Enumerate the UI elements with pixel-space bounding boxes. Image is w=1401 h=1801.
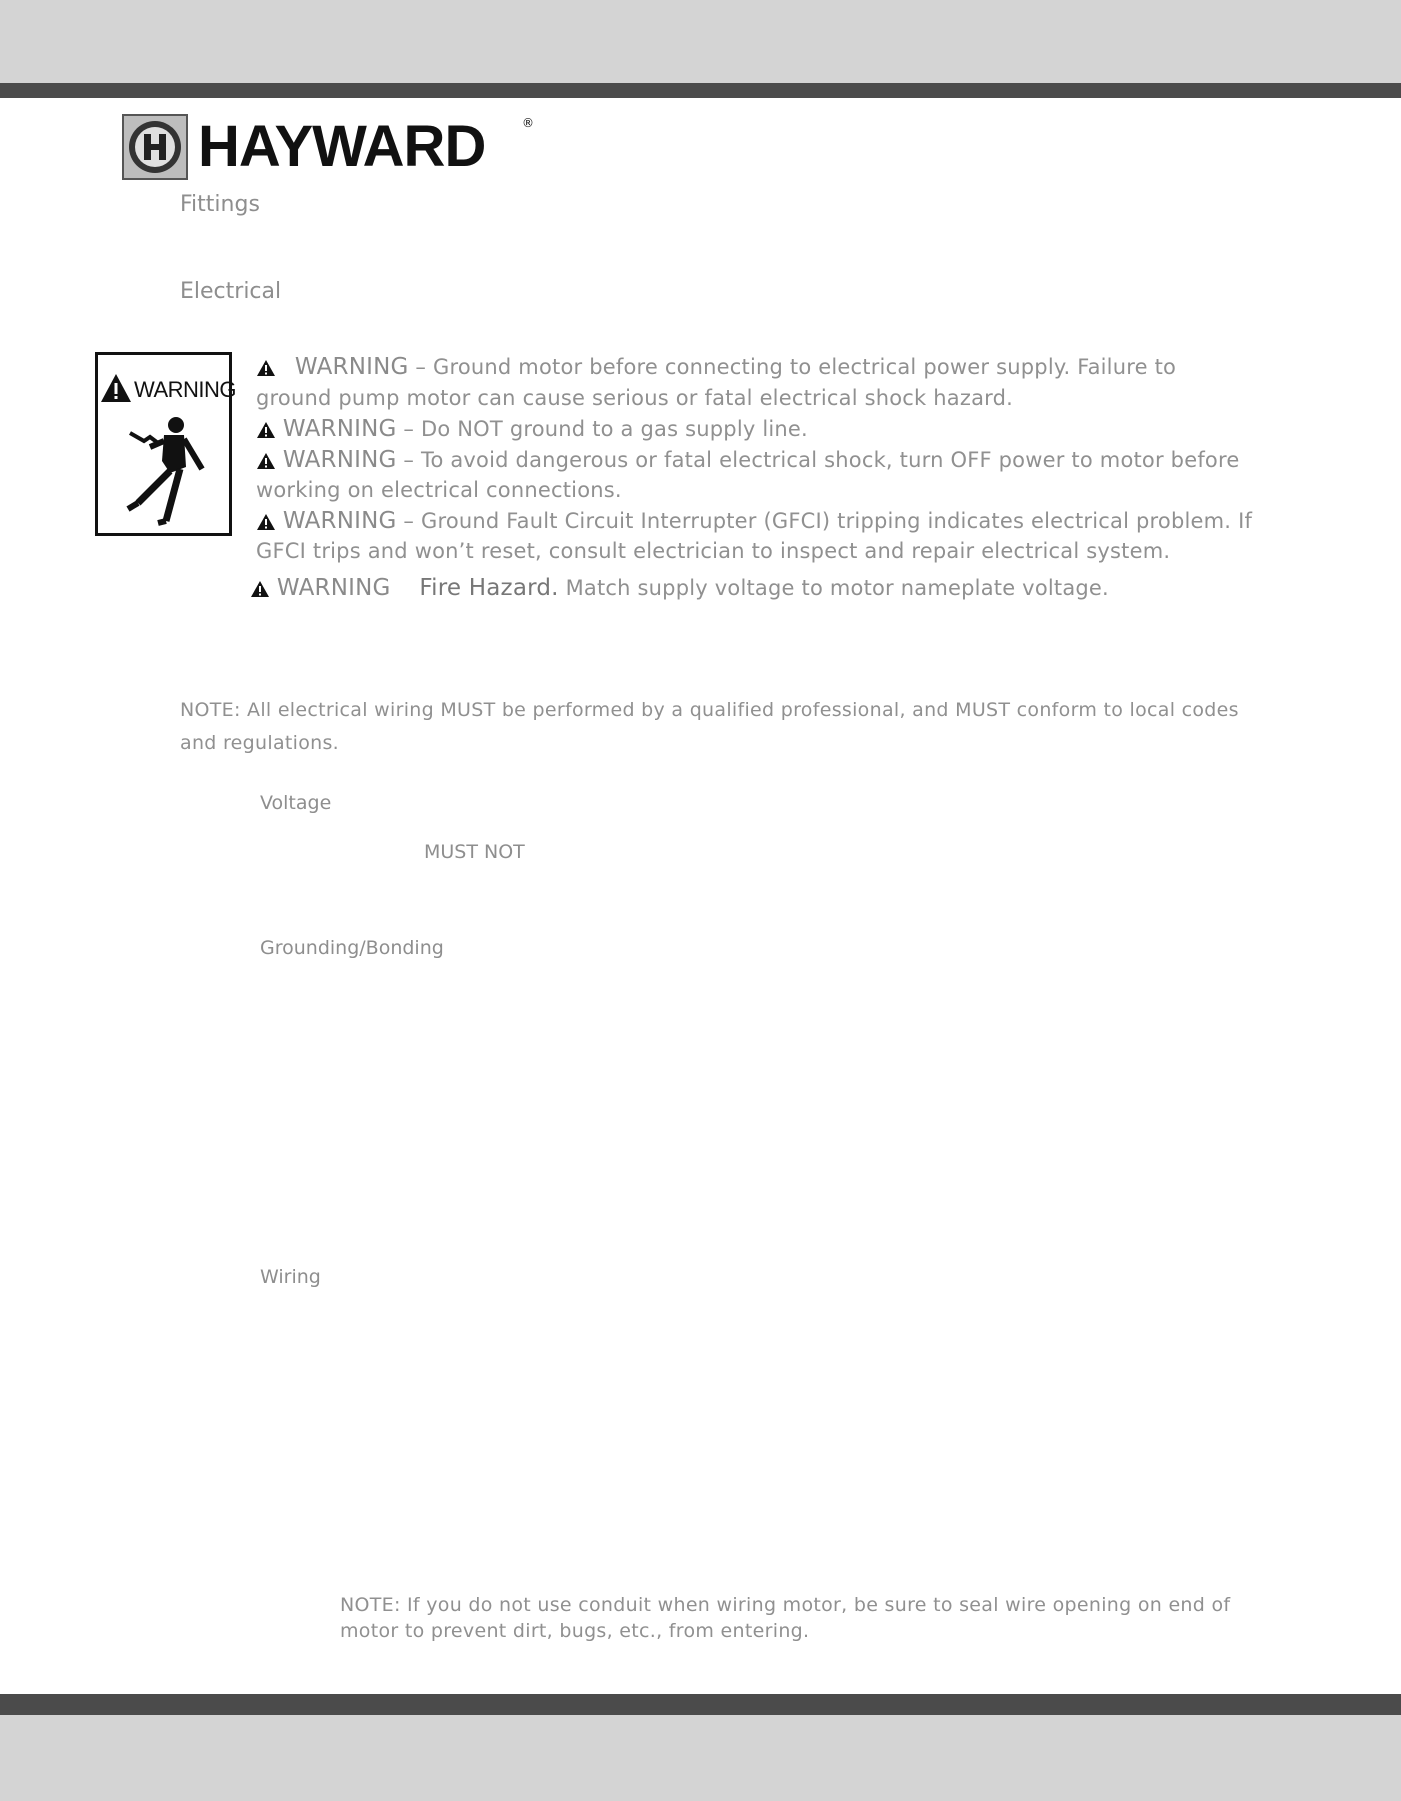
warning-line-2 <box>256 386 1013 410</box>
registered-mark: ® <box>522 116 534 130</box>
warning-triangle-icon <box>256 452 276 470</box>
bottom-note-line-1: NOTE: If you do not use conduit when wiring motor, be sure to seal wire opening on end of <box>340 1594 1231 1616</box>
warning-label: WARNING <box>294 354 409 380</box>
warning-text: – Ground Fault Circuit Interrupter (GFCI) tripping indicates electrical problem. If <box>403 509 1253 533</box>
warning-label: WARNING <box>282 508 397 534</box>
warning-line-5 <box>256 478 622 502</box>
warning-triangle-icon <box>250 580 270 598</box>
fire-hazard-text: Fire Hazard. <box>419 575 559 601</box>
warning-text: Match supply voltage to motor nameplate voltage. <box>565 576 1109 600</box>
warning-text: – To avoid dangerous or fatal electrical shock, turn OFF power to motor before <box>403 448 1240 472</box>
subheading-grounding: Grounding/Bonding <box>260 937 444 959</box>
warning-text: – Ground motor before connecting to electrical power supply. Failure to <box>415 355 1177 379</box>
warning-sign-label: WARNING <box>134 377 237 402</box>
warning-triangle-icon <box>100 373 132 403</box>
header-band <box>0 0 1401 83</box>
subheading-wiring: Wiring <box>260 1266 321 1288</box>
warning-label: WARNING <box>282 416 397 442</box>
warning-label: WARNING <box>276 575 391 601</box>
warning-line-8 <box>250 575 1109 601</box>
warning-triangle-icon <box>256 359 276 377</box>
subheading-voltage: Voltage <box>260 792 332 814</box>
warning-triangle-icon <box>256 421 276 439</box>
warning-line-1 <box>256 354 1176 380</box>
note-line-2: and regulations. <box>180 732 340 754</box>
warning-line-4 <box>256 447 1239 473</box>
warning-text: working on electrical connections. <box>256 478 622 502</box>
section-heading-fittings: Fittings <box>180 192 260 217</box>
warning-line-6 <box>256 508 1252 534</box>
warning-triangle-icon <box>256 513 276 531</box>
electric-shock-icon <box>110 413 220 528</box>
warning-line-3 <box>256 416 808 442</box>
footer-band <box>0 1715 1401 1801</box>
warning-label: WARNING <box>282 447 397 473</box>
warning-text: ground pump motor can cause serious or fatal electrical shock hazard. <box>256 386 1014 410</box>
hayward-logo <box>122 112 542 182</box>
logo-wordmark: HAYWARD <box>198 114 486 179</box>
warning-sign <box>95 352 237 536</box>
bottom-note-line-2: motor to prevent dirt, bugs, etc., from entering. <box>340 1620 810 1642</box>
hayward-h-emblem-icon <box>122 114 188 180</box>
must-not-text: MUST NOT <box>424 841 525 863</box>
footer-rule <box>0 1694 1401 1715</box>
section-heading-electrical: Electrical <box>180 279 282 304</box>
note-line-1: NOTE: All electrical wiring MUST be performed by a qualified professional, and MUST conform to local codes <box>180 699 1239 721</box>
warning-line-7 <box>256 539 1170 563</box>
warning-text: – Do NOT ground to a gas supply line. <box>403 417 808 441</box>
header-rule <box>0 83 1401 98</box>
warning-text: GFCI trips and won’t reset, consult electrician to inspect and repair electrical system. <box>256 539 1171 563</box>
